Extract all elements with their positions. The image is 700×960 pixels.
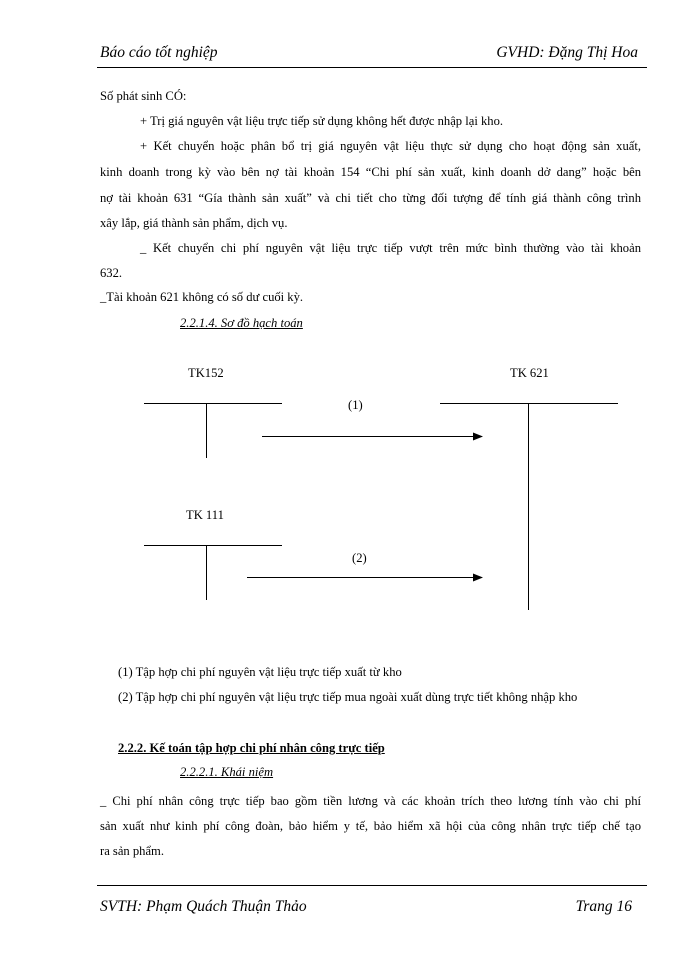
footer-left: SVTH: Phạm Quách Thuận Thảo (100, 898, 307, 915)
section-2214-title: 2.2.1.4. Sơ đồ hạch toán (180, 316, 303, 330)
definition-line-2: sản xuất như kinh phí công đoàn, bảo hiểm y tế, bảo hiểm xã hội của công nhân trực tiếp chế tạo (100, 819, 641, 833)
section-222-title: 2.2.2. Kế toán tập hợp chi phí nhân công trực tiếp (118, 741, 385, 755)
tk111-account (144, 545, 282, 600)
header-left: Báo cáo tốt nghiệp (100, 44, 218, 61)
tk152-account (144, 403, 282, 458)
tk621-label: TK 621 (510, 366, 549, 380)
tk111-label: TK 111 (186, 508, 224, 522)
definition-line-3: ra sản phẩm. (100, 844, 164, 858)
tk152-label: TK152 (188, 366, 224, 380)
footer-rule (97, 885, 647, 886)
body-line-2: + Kết chuyển hoặc phân bổ trị giá nguyên vật liệu thực sử dụng cho hoạt động sản xuất, (140, 139, 641, 153)
legend-item-2: (2) Tập hợp chi phí nguyên vật liệu trực tiếp mua ngoài xuất dùng trực tiết không nhập kho (118, 690, 578, 704)
credit-heading: Số phát sinh CÓ: (100, 89, 187, 103)
header-right: GVHD: Đặng Thị Hoa (496, 44, 638, 61)
flow2-label: (2) (352, 551, 367, 565)
definition-line-1: _ Chi phí nhân công trực tiếp bao gồm tiền lương và các khoản trích theo lương tính vào chi phí (100, 794, 641, 808)
body-line-5: xây lắp, giá thành sản phẩm, dịch vụ. (100, 216, 288, 230)
page-number: Trang 16 (575, 898, 632, 915)
section-2221-title: 2.2.2.1. Khái niệm (180, 765, 274, 779)
body-line-7: 632. (100, 266, 123, 280)
body-line-6: _ Kết chuyển chi phí nguyên vật liệu trực tiếp vượt trên mức bình thường vào tài khoản (140, 241, 641, 255)
body-line-3: kinh doanh trong kỳ vào bên nợ tài khoản 154 “Chi phí sản xuất, kinh doanh dở dang” hoặc bên (100, 165, 641, 179)
tk621-account (440, 403, 618, 610)
legend-item-1: (1) Tập hợp chi phí nguyên vật liệu trực tiếp xuất từ kho (118, 665, 402, 679)
body-line-4: nợ tài khoản 631 “Gía thành sản xuất” và chi tiết cho từng đối tượng để tính giá thành công trình (100, 191, 641, 205)
body-line-8: _Tài khoản 621 không có số dư cuối kỳ. (100, 290, 304, 304)
flow1-label: (1) (348, 398, 363, 412)
body-line-1: + Trị giá nguyên vật liệu trực tiếp sử dụng không hết được nhập lại kho. (140, 114, 504, 128)
